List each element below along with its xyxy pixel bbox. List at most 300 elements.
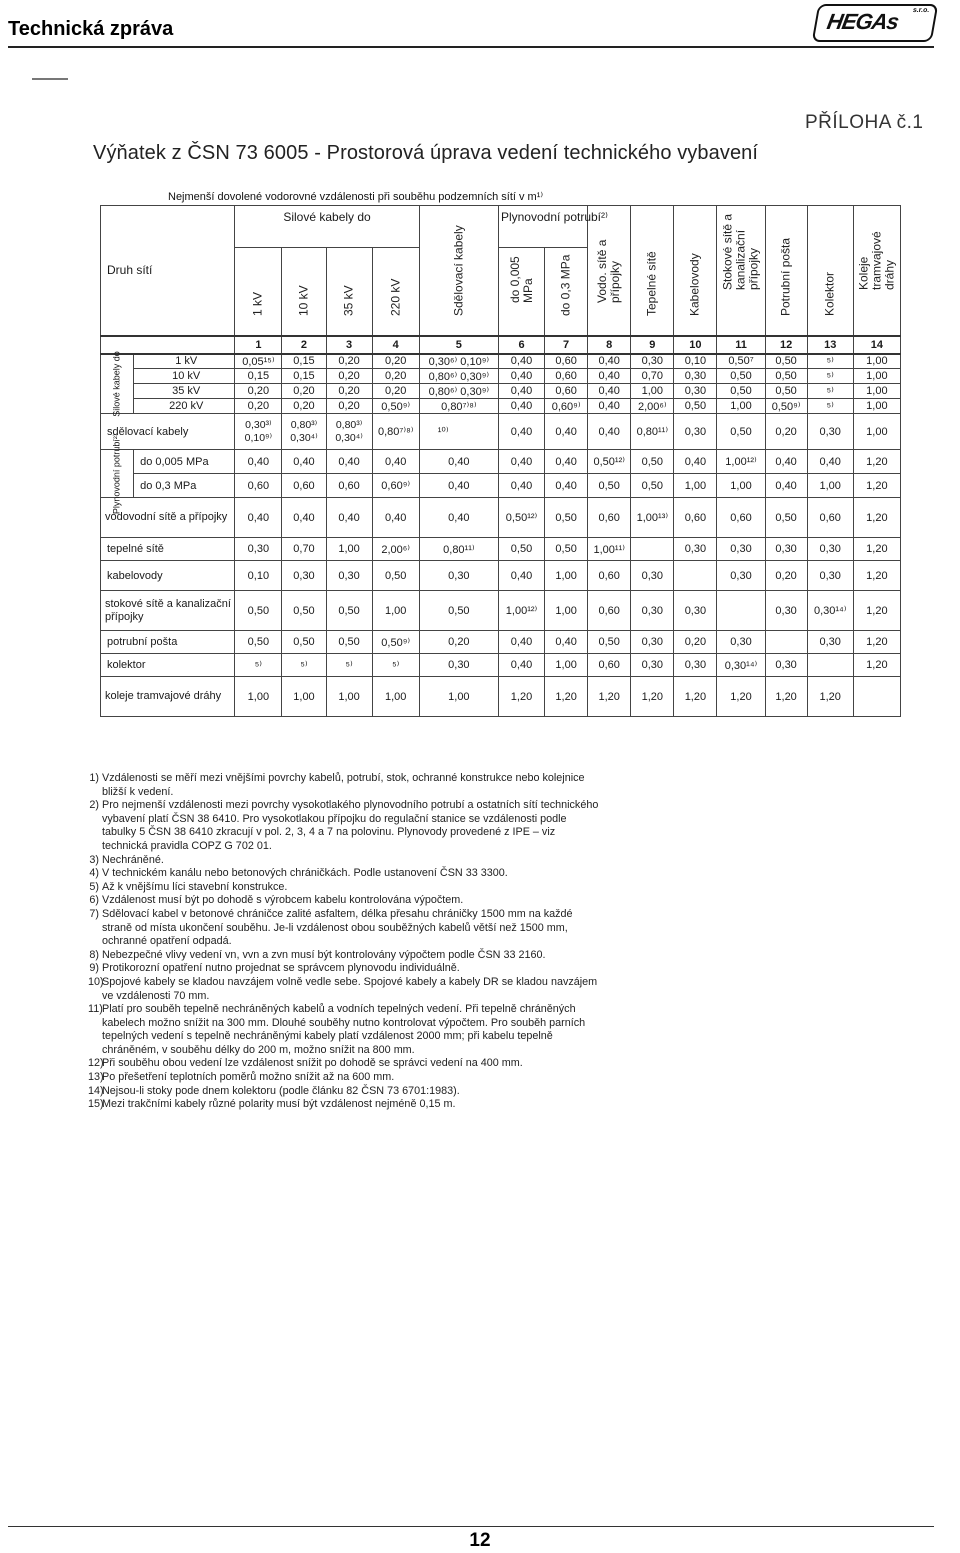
table-cell: 1,00¹³⁾ <box>631 498 674 538</box>
row-label: sdělovací kabely <box>101 414 235 450</box>
column-number: 3 <box>326 336 372 354</box>
footnote-number: 12) <box>88 1057 104 1070</box>
footnote-text: Sdělovací kabel v betonové chráničce zalité asfaltem, délka přesahu chráničky 1500 mm na každé straně od místa ukončení souběhu. Je-li vzdálenost obou souběžných kabelů větší než 1500 mm, ochranné opatření odpadá. <box>102 907 573 948</box>
table-cell: 0,50 <box>235 631 282 654</box>
table-cell: 0,40 <box>765 450 807 474</box>
col-header-plyn-03 <box>545 248 588 336</box>
table-cell: ⁵⁾ <box>235 654 282 677</box>
col-header-label: Koleje tramvajové dráhy <box>856 230 897 290</box>
table-cell: 0,60 <box>588 498 631 538</box>
column-number: 9 <box>631 336 674 354</box>
table-cell: 1,00 <box>545 654 588 677</box>
header-group-plyn: Plynovodní potrubí²⁾ <box>498 206 587 248</box>
table-cell: ⁵⁾ <box>372 654 419 677</box>
table-cell: 0,80⁶⁾ 0,30⁹⁾ <box>419 369 498 384</box>
row-label: 220 kV <box>134 399 235 414</box>
table-cell: 0,05¹⁵⁾ <box>235 354 282 369</box>
table-cell: ⁵⁾ <box>807 354 853 369</box>
table-row <box>101 450 901 474</box>
table-cell: ¹⁰⁾ <box>419 414 498 450</box>
footnote <box>88 799 600 853</box>
table-cell: 1,00 <box>545 561 588 591</box>
table-cell: 0,40 <box>498 354 544 369</box>
table-cell: 1,20 <box>588 677 631 717</box>
row-group-label: Silové kabely do <box>111 350 122 417</box>
table-cell: 1,00 <box>674 474 717 498</box>
table-cell: 0,20 <box>235 384 282 399</box>
header-druh-siti: Druh sítí <box>101 206 235 336</box>
table-cell: 0,30³⁾ 0,10⁹⁾ <box>235 414 282 450</box>
table-cell: 0,40 <box>498 450 544 474</box>
col-header-label: Stokové sítě a kanalizační přípojky <box>720 213 761 290</box>
table-cell: 0,30 <box>717 631 765 654</box>
table-cell: 0,30 <box>326 561 372 591</box>
col-header-35kv <box>326 248 372 336</box>
table-cell: 0,40 <box>588 354 631 369</box>
table-cell: 1,20 <box>631 677 674 717</box>
table-cell: 0,50 <box>545 498 588 538</box>
table-cell: 0,40 <box>588 369 631 384</box>
table-cell: 0,50 <box>588 631 631 654</box>
col-header-label: 1 kV <box>250 291 265 316</box>
table-cell: 1,20 <box>853 631 900 654</box>
header-rule <box>8 46 934 48</box>
table-row <box>101 384 901 399</box>
footnote <box>88 894 600 908</box>
table-cell: ⁵⁾ <box>807 384 853 399</box>
footnote-number: 7) <box>89 907 99 920</box>
appendix-label: PŘÍLOHA č.1 <box>805 112 924 133</box>
footnote-text: Nebezpečné vlivy vedení vn, vvn a zvn musí být kontrolovány výpočtem podle ČSN 33 2160. <box>102 948 546 961</box>
col-header-label: Vodo. sítě a přípojky <box>595 239 623 303</box>
table-cell: 0,30 <box>631 354 674 369</box>
column-number: 7 <box>545 336 588 354</box>
table-cell: 0,15 <box>235 369 282 384</box>
col-header-1kv <box>235 248 282 336</box>
table-cell: 0,30 <box>717 538 765 561</box>
table-cell: 1,20 <box>765 677 807 717</box>
table-cell: 0,30 <box>631 591 674 631</box>
logo-tag: s.r.o. <box>912 7 930 14</box>
distance-table <box>100 205 901 717</box>
table-cell: 0,60⁹⁾ <box>372 474 419 498</box>
column-number: 6 <box>498 336 544 354</box>
table-cell: 1,00 <box>372 591 419 631</box>
footnote-text: Nejsou-li stoky pode dnem kolektoru (podle článku 82 ČSN 73 6701:1983). <box>102 1084 460 1097</box>
table-cell: 0,40 <box>282 450 326 474</box>
table-cell: 0,30 <box>674 414 717 450</box>
col-header-tepelne <box>631 206 674 336</box>
row-label: tepelné sítě <box>101 538 235 561</box>
table-cell: 0,30 <box>631 561 674 591</box>
table-cell: 0,50 <box>372 561 419 591</box>
table-cell: 0,40 <box>498 399 544 414</box>
table-cell: 0,40 <box>326 498 372 538</box>
table-row <box>101 538 901 561</box>
footnote <box>88 772 600 799</box>
table-cell: 0,50⁷ <box>717 354 765 369</box>
table-cell: 0,20 <box>372 354 419 369</box>
footnote-text: Pro nejmenší vzdálenosti mezi povrchy vysokotlakého plynovodního potrubí a ostatních sítí technického vybavení platí ČSN 38 6410. Pro vysokotlakou přípojku do regulační stanice se vzdálenosti podle tabulky 5 ČSN 38 6410 zkracují v pol. 2, 3, 4 a 7 na polovinu. Plynovody provedené z IPE – viz technická pravidla COPZ G 702 01. <box>102 799 599 852</box>
table-cell: 0,40 <box>235 450 282 474</box>
table-cell <box>717 591 765 631</box>
table-cell: 2,00⁶⁾ <box>372 538 419 561</box>
table-row <box>101 631 901 654</box>
table-cell: 1,00 <box>326 677 372 717</box>
table-cell: 0,30 <box>235 538 282 561</box>
table-cell: 0,40 <box>498 474 544 498</box>
table-row <box>101 654 901 677</box>
column-number: 13 <box>807 336 853 354</box>
row-label: kolektor <box>101 654 235 677</box>
table-cell: 1,00¹¹⁾ <box>588 538 631 561</box>
footnote-number: 10) <box>88 975 104 988</box>
row-label: potrubní pošta <box>101 631 235 654</box>
footnote-text: V technickém kanálu nebo betonových chráničkách. Podle ustanovení ČSN 33 3300. <box>102 867 508 880</box>
column-number: 11 <box>717 336 765 354</box>
footnote-text: Protikorozní opatření nutno projednat se správcem plynovodu individuálně. <box>102 962 460 975</box>
logo-text: HEGAs <box>825 9 901 34</box>
table-row <box>101 591 901 631</box>
table-cell: 0,30 <box>807 561 853 591</box>
row-label: kabelovody <box>101 561 235 591</box>
col-header-label: 35 kV <box>341 284 356 316</box>
footnote-number: 11) <box>88 1003 103 1016</box>
table-cell: 0,80¹¹⁾ <box>631 414 674 450</box>
footnote <box>88 962 600 976</box>
table-cell: 0,40 <box>372 450 419 474</box>
header-group-silove: Silové kabely do <box>235 206 419 248</box>
table-cell: 1,20 <box>853 498 900 538</box>
table-cell: 0,50 <box>545 538 588 561</box>
column-number: 2 <box>282 336 326 354</box>
table-cell: 0,40 <box>498 631 544 654</box>
col-header-label: do 0,005 MPa <box>507 255 535 303</box>
col-header-label: Sdělovací kabely <box>451 224 466 316</box>
table-cell: 0,30 <box>765 591 807 631</box>
table-cell: 0,50 <box>419 591 498 631</box>
col-header-potrubni-posta <box>765 206 807 336</box>
table-cell: 1,20 <box>674 677 717 717</box>
footnote-number: 13) <box>88 1071 104 1084</box>
table-cell: 0,80⁷⁾⁸⁾ <box>419 399 498 414</box>
table-cell: 0,40 <box>588 414 631 450</box>
table-cell: 0,30 <box>674 591 717 631</box>
table-cell: 0,20 <box>326 354 372 369</box>
table-cell: ⁵⁾ <box>807 369 853 384</box>
table-cell: 1,20 <box>717 677 765 717</box>
table-cell: 0,40 <box>498 561 544 591</box>
table-cell: 0,30¹⁴⁾ <box>717 654 765 677</box>
table-cell: 0,60 <box>807 498 853 538</box>
footnote <box>88 908 600 949</box>
column-number: 10 <box>674 336 717 354</box>
table-row <box>101 414 901 450</box>
document-header-title: Technická zpráva <box>8 18 174 40</box>
footnote-list <box>88 772 600 1112</box>
col-header-10kv <box>282 248 326 336</box>
table-row <box>101 474 901 498</box>
table-cell: 1,00 <box>326 538 372 561</box>
col-header-kolektor <box>807 206 853 336</box>
table-cell: 0,50 <box>326 631 372 654</box>
table-cell: 0,40 <box>545 450 588 474</box>
table-cell: 1,00 <box>807 474 853 498</box>
table-cell: 1,20 <box>853 654 900 677</box>
col-header-vodo <box>588 206 631 336</box>
row-label: 35 kV <box>134 384 235 399</box>
row-group-label: Plynovodní potrubí²⁾ <box>111 433 122 514</box>
table-cell: 0,50 <box>235 591 282 631</box>
table-cell: ⁵⁾ <box>326 654 372 677</box>
table-cell: 1,00 <box>717 399 765 414</box>
table-cell: 0,80⁶⁾ 0,30⁹⁾ <box>419 384 498 399</box>
table-cell: 0,40 <box>498 654 544 677</box>
table-cell: 1,00 <box>853 399 900 414</box>
table-cell: 0,60 <box>545 384 588 399</box>
footnote-number: 3) <box>89 853 99 866</box>
table-cell: 0,30¹⁴⁾ <box>807 591 853 631</box>
table-cell: 0,60 <box>588 591 631 631</box>
footnote-text: Mezi trakčními kabely různé polarity musí být vzdálenost nejméně 0,15 m. <box>102 1098 456 1111</box>
table-cell: 0,30 <box>631 631 674 654</box>
footnote-number: 8) <box>89 948 99 961</box>
column-number: 4 <box>372 336 419 354</box>
table-cell: 0,20 <box>765 561 807 591</box>
table-cell: 0,50 <box>282 591 326 631</box>
column-number-row <box>101 336 901 354</box>
table-cell: 0,30⁶⁾ 0,10⁹⁾ <box>419 354 498 369</box>
table-cell: 0,50⁹⁾ <box>372 399 419 414</box>
table-cell: 1,20 <box>853 538 900 561</box>
column-number: 14 <box>853 336 900 354</box>
col-header-plyn-005 <box>498 248 544 336</box>
table-cell: 0,30 <box>765 654 807 677</box>
table-cell: 0,10 <box>235 561 282 591</box>
table-cell: 0,15 <box>282 369 326 384</box>
table-cell: 0,40 <box>498 369 544 384</box>
table-cell: 0,30 <box>717 561 765 591</box>
table-cell: 0,40 <box>545 631 588 654</box>
footnote-text: Po přešetření teplotních poměrů možno snížit až na 600 mm. <box>102 1071 395 1084</box>
table-cell: 1,00 <box>372 677 419 717</box>
table-cell: 0,50 <box>326 591 372 631</box>
footnote <box>88 854 600 868</box>
table-cell: 0,20 <box>765 414 807 450</box>
footnote-text: Nechráněné. <box>102 853 164 866</box>
column-number: 1 <box>235 336 282 354</box>
col-header-label: 220 kV <box>388 278 403 316</box>
table-cell: 0,40 <box>419 474 498 498</box>
table-cell: 0,20 <box>674 631 717 654</box>
table-cell: 1,00 <box>631 384 674 399</box>
table-cell <box>631 538 674 561</box>
table-cell: 0,40 <box>765 474 807 498</box>
table-cell: 0,50 <box>717 369 765 384</box>
table-cell: 0,50 <box>631 450 674 474</box>
table-cell: 1,20 <box>498 677 544 717</box>
table-cell: 0,30 <box>807 538 853 561</box>
table-cell: 1,20 <box>807 677 853 717</box>
table-cell: 0,50 <box>674 399 717 414</box>
footnote <box>88 1003 600 1057</box>
table-cell <box>765 631 807 654</box>
table-cell: 1,00 <box>545 591 588 631</box>
table-cell: 1,20 <box>853 561 900 591</box>
row-group-plyn <box>101 433 134 514</box>
company-logo <box>812 4 939 42</box>
table-cell: 0,15 <box>282 354 326 369</box>
footnote-number: 2) <box>89 799 99 812</box>
footnote <box>88 1085 600 1099</box>
col-header-label: Kolektor <box>822 271 837 316</box>
table-cell: 0,60 <box>326 474 372 498</box>
table-cell: 0,50 <box>717 414 765 450</box>
table-cell: 0,60 <box>588 654 631 677</box>
table-cell: 0,60 <box>282 474 326 498</box>
row-label: do 0,005 MPa <box>134 450 235 474</box>
footnote-number: 6) <box>89 894 99 907</box>
col-header-label: Potrubní pošta <box>778 237 793 316</box>
col-header-label: 10 kV <box>296 284 311 316</box>
table-cell: 0,80⁷⁾⁸⁾ <box>372 414 419 450</box>
table-caption: Nejmenší dovolené vodorovné vzdálenosti při souběhu podzemních sítí v m¹⁾ <box>168 191 544 203</box>
table-cell: 0,50⁹⁾ <box>372 631 419 654</box>
table-cell: 0,40 <box>545 474 588 498</box>
table-cell: 0,70 <box>631 369 674 384</box>
table-cell: 1,00 <box>853 414 900 450</box>
table-cell: 0,40 <box>282 498 326 538</box>
table-cell: 0,50⁹⁾ <box>765 399 807 414</box>
table-cell: 0,20 <box>235 399 282 414</box>
table-cell: 0,50¹²⁾ <box>498 498 544 538</box>
footnote-text: Až k vnějšímu líci stavební konstrukce. <box>102 880 288 893</box>
column-number: 5 <box>419 336 498 354</box>
table-cell: 0,20 <box>326 384 372 399</box>
footnote <box>88 949 600 963</box>
table-cell: 0,40 <box>807 450 853 474</box>
table-row <box>101 369 901 384</box>
table-cell: 0,50 <box>631 474 674 498</box>
page-number: 12 <box>469 1530 491 1551</box>
table-row <box>101 677 901 717</box>
column-number: 12 <box>765 336 807 354</box>
table-row <box>101 498 901 538</box>
table-cell: 0,30 <box>674 384 717 399</box>
footnote-number: 1) <box>89 772 99 784</box>
col-header-label: Kabelovody <box>687 252 702 316</box>
row-label: stokové sítě a kanalizační přípojky <box>101 591 235 631</box>
table-cell: 1,20 <box>545 677 588 717</box>
footnote <box>88 867 600 881</box>
document-title: Výňatek z ČSN 73 6005 - Prostorová úprava vedení technického vybavení <box>93 142 759 164</box>
footnote-number: 15) <box>88 1098 104 1111</box>
footnote <box>88 881 600 895</box>
row-label: vodovodní sítě a přípojky <box>101 498 235 538</box>
table-row <box>101 399 901 414</box>
table-cell: 0,40 <box>326 450 372 474</box>
table-cell: 2,00⁶⁾ <box>631 399 674 414</box>
table-cell: 0,80³⁾ 0,30⁴⁾ <box>326 414 372 450</box>
table-cell <box>853 677 900 717</box>
footnote <box>88 1098 600 1112</box>
table-cell: 0,60 <box>588 561 631 591</box>
table-cell: 0,50 <box>765 384 807 399</box>
table-cell: 0,20 <box>372 369 419 384</box>
table-cell: ⁵⁾ <box>282 654 326 677</box>
table-cell: 1,00¹²⁾ <box>717 450 765 474</box>
footnote <box>88 1057 600 1071</box>
table-cell: 0,30 <box>807 631 853 654</box>
table-row <box>101 354 901 369</box>
table-cell: 0,40 <box>588 384 631 399</box>
table-cell: 0,40 <box>235 498 282 538</box>
table-cell: 1,00 <box>853 354 900 369</box>
table-cell: 0,70 <box>282 538 326 561</box>
distance-table-wrap <box>100 205 901 717</box>
table-cell: 0,60 <box>674 498 717 538</box>
table-cell: 0,10 <box>674 354 717 369</box>
table-cell: 0,80³⁾ 0,30⁴⁾ <box>282 414 326 450</box>
footnote-text: Vzdálenosti se měří mezi vnějšími povrchy kabelů, potrubí, stok, ochranné konstrukce nebo kolejnice bližší k vedení. <box>102 772 585 798</box>
row-label: koleje tramvajové dráhy <box>101 677 235 717</box>
table-cell: 0,50 <box>588 474 631 498</box>
table-cell: 0,20 <box>282 399 326 414</box>
table-cell: 0,30 <box>674 654 717 677</box>
table-cell: 0,30 <box>282 561 326 591</box>
table-cell: 0,40 <box>588 399 631 414</box>
row-label: 1 kV <box>134 354 235 369</box>
table-row <box>101 561 901 591</box>
table-cell: 0,20 <box>372 384 419 399</box>
table-cell: 0,20 <box>326 369 372 384</box>
table-cell: 1,00 <box>717 474 765 498</box>
table-cell: 0,60 <box>545 369 588 384</box>
table-cell: 0,50 <box>498 538 544 561</box>
footnote-text: Při souběhu obou vedení lze vzdálenost snížit po dohodě se správci vedení na 400 mm. <box>102 1057 523 1070</box>
col-header-label: do 0,3 MPa <box>558 254 573 316</box>
table-cell: 1,00 <box>853 384 900 399</box>
footnote <box>88 976 600 1003</box>
footnote-text: Spojové kabely se kladou navzájem volně vedle sebe. Spojové kabely a kabely DR se kladou navzájem ve vzdálenosti 70 mm. <box>102 975 598 1002</box>
table-cell: 0,30 <box>674 538 717 561</box>
table-cell: 1,00 <box>419 677 498 717</box>
footnote-text: Platí pro souběh tepelně nechráněných kabelů a vodních tepelných vedení. Při tepelně chráněných kabelech možno snížit na 300 mm. Dlouhé souběhy nutno kontrolovat výpočtem. Pro souběh parních tepelných vedení s tepelně nechráněnými kabely platí vzdálenost 2000 mm; při kabelu tepelně chráněném, v souběhu délky do 200 m, možno snížit na 800 mm. <box>102 1003 586 1056</box>
footnote-number: 9) <box>89 962 99 975</box>
scan-mark <box>32 78 68 80</box>
table-cell: 0,20 <box>419 631 498 654</box>
table-cell <box>807 654 853 677</box>
table-cell <box>674 561 717 591</box>
table-cell: 0,40 <box>674 450 717 474</box>
table-cell: 0,30 <box>765 538 807 561</box>
table-cell: 0,60 <box>235 474 282 498</box>
table-cell: 0,30 <box>631 654 674 677</box>
footnote-number: 5) <box>89 880 99 893</box>
col-header-kabelovody <box>674 206 717 336</box>
table-cell: 0,30 <box>807 414 853 450</box>
column-number: 8 <box>588 336 631 354</box>
table-cell: 0,50 <box>717 384 765 399</box>
table-cell: 0,60⁹⁾ <box>545 399 588 414</box>
table-cell: 1,00 <box>853 369 900 384</box>
table-cell: 1,00¹²⁾ <box>498 591 544 631</box>
table-cell: 1,20 <box>853 591 900 631</box>
table-cell: 1,20 <box>853 450 900 474</box>
footnote-number: 4) <box>89 867 99 880</box>
table-cell: 0,30 <box>419 654 498 677</box>
table-cell: 0,20 <box>326 399 372 414</box>
